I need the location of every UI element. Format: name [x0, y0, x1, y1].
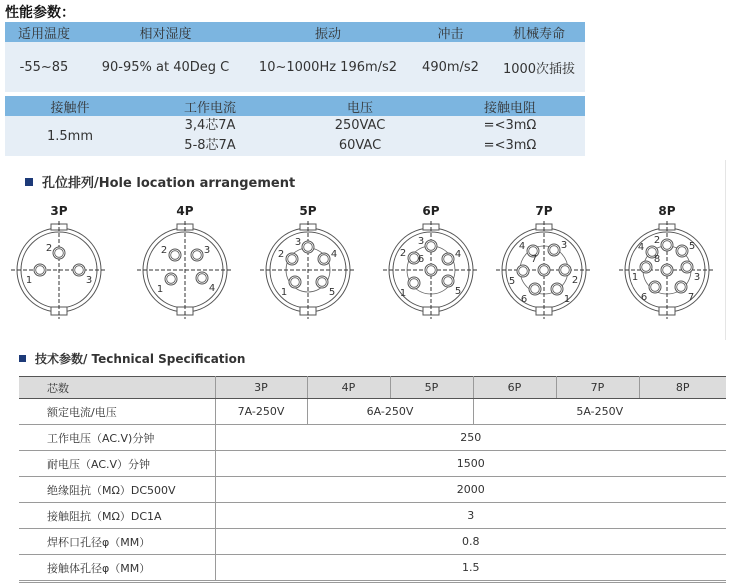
- performance-title: 性能参数：: [5, 5, 75, 21]
- square-bullet-icon: [19, 355, 26, 362]
- square-bullet-icon: [25, 178, 33, 186]
- value-vibration: 10~1000Hz 196m/s2: [258, 59, 398, 75]
- value-voltage: 250VAC 60VAC: [334, 118, 386, 153]
- header-contact: 接触件: [50, 100, 90, 116]
- svg-text:3: 3: [203, 245, 211, 256]
- connector-label: 7P: [535, 204, 553, 218]
- svg-text:3: 3: [294, 237, 302, 248]
- connector-pinout-icon: [9, 220, 109, 320]
- svg-text:3: 3: [560, 240, 568, 251]
- connector-pinout-icon: [135, 220, 235, 320]
- svg-text:8: 8: [653, 254, 661, 265]
- svg-text:2: 2: [277, 249, 285, 260]
- value-contact-resistance: =<3mΩ =<3mΩ: [483, 118, 537, 153]
- svg-text:4: 4: [330, 249, 338, 260]
- svg-text:4: 4: [637, 242, 645, 253]
- svg-text:5: 5: [508, 276, 516, 287]
- connector-diagram-3p: [9, 204, 109, 320]
- connector-pinout-icon: [494, 220, 594, 320]
- performance-header-row-1: [5, 22, 585, 42]
- header-humidity: 相对湿度: [139, 26, 192, 42]
- value-contact: 1.5mm: [46, 128, 93, 144]
- connector-pinout-icon: [617, 220, 717, 320]
- header-temperature: 适用温度: [17, 26, 70, 42]
- connector-label: 8P: [658, 204, 676, 218]
- value-temperature: -55~85: [19, 59, 69, 75]
- connector-label: 6P: [422, 204, 440, 218]
- performance-values-row-2: [5, 116, 585, 156]
- svg-text:7: 7: [687, 292, 695, 303]
- header-working-current: 工作电流: [183, 100, 236, 116]
- row-label: 焊杯口孔径φ（MM）: [19, 529, 215, 555]
- connector-diagram-8p: [617, 204, 717, 320]
- header-vibration: 振动: [314, 26, 341, 42]
- header-core-count: 芯数: [19, 377, 215, 399]
- performance-values-row-1: [5, 42, 585, 92]
- table-row: [19, 451, 726, 477]
- svg-text:6: 6: [520, 294, 528, 305]
- value-humidity: 90-95% at 40Deg C: [101, 59, 230, 75]
- table-row: [19, 555, 726, 582]
- col-3p: 3P: [215, 377, 307, 399]
- svg-text:2: 2: [571, 275, 579, 286]
- tech-header-row: [19, 377, 726, 399]
- col-7p: 7P: [556, 377, 639, 399]
- svg-text:6: 6: [640, 292, 648, 303]
- row-value: 1.5: [215, 555, 726, 582]
- svg-text:5: 5: [688, 241, 696, 252]
- row-label: 接触体孔径φ（MM）: [19, 555, 215, 582]
- svg-text:6: 6: [417, 254, 425, 265]
- row-label: 绝缘阻抗（MΩ）DC500V: [19, 477, 215, 503]
- table-row: [19, 477, 726, 503]
- col-8p: 8P: [639, 377, 726, 399]
- svg-text:7: 7: [530, 254, 538, 265]
- svg-text:2: 2: [160, 245, 168, 256]
- col-6p: 6P: [473, 377, 556, 399]
- svg-text:2: 2: [45, 243, 53, 254]
- svg-text:1: 1: [631, 272, 639, 283]
- header-voltage: 电压: [346, 100, 373, 116]
- performance-table: [5, 22, 585, 156]
- svg-text:1: 1: [399, 288, 407, 299]
- row-value: 250: [215, 425, 726, 451]
- svg-text:3: 3: [693, 272, 701, 283]
- table-row: [19, 503, 726, 529]
- connector-label: 3P: [50, 204, 68, 218]
- tech-spec-table: [19, 376, 726, 583]
- rated-3p: 7A-250V: [215, 399, 307, 425]
- value-shock: 490m/s2: [422, 59, 479, 75]
- connector-diagram-4p: [135, 204, 235, 320]
- header-contact-resistance: 接触电阻: [483, 100, 536, 116]
- svg-text:3: 3: [417, 236, 425, 247]
- performance-header-row-2: [5, 96, 585, 116]
- hole-section-title: 孔位排列/Hole location arrangement: [25, 172, 295, 191]
- value-working-current: 3,4芯7A 5-8芯7A: [184, 118, 236, 153]
- rated-6p-8p: 5A-250V: [473, 399, 726, 425]
- hole-diagrams: [0, 200, 737, 330]
- connector-diagram-5p: [258, 204, 358, 320]
- row-value: 3: [215, 503, 726, 529]
- svg-text:3: 3: [85, 275, 93, 286]
- svg-text:1: 1: [156, 284, 164, 295]
- row-value: 1500: [215, 451, 726, 477]
- header-shock: 冲击: [437, 26, 464, 42]
- connector-diagram-7p: [494, 204, 594, 320]
- row-label: 额定电流/电压: [19, 399, 215, 425]
- table-row: [19, 425, 726, 451]
- connector-diagram-6p: [381, 204, 481, 320]
- value-mechanical-life: 1000次插拔: [502, 61, 576, 77]
- header-mechanical-life: 机械寿命: [512, 26, 565, 42]
- connector-label: 4P: [176, 204, 194, 218]
- rated-4p-5p: 6A-250V: [307, 399, 473, 425]
- svg-text:5: 5: [328, 287, 336, 298]
- svg-text:1: 1: [563, 294, 571, 305]
- row-label: 接触阻抗（MΩ）DC1A: [19, 503, 215, 529]
- col-5p: 5P: [390, 377, 473, 399]
- svg-text:5: 5: [454, 286, 462, 297]
- row-label: 耐电压（AC.V）分钟: [19, 451, 215, 477]
- svg-text:2: 2: [653, 235, 661, 246]
- row-label: 工作电压（AC.V)分钟: [19, 425, 215, 451]
- tech-section-title: 技术参数/ Technical Specification: [19, 350, 245, 367]
- col-4p: 4P: [307, 377, 390, 399]
- connector-pinout-icon: [381, 220, 481, 320]
- svg-text:4: 4: [454, 249, 462, 260]
- connector-pinout-icon: [258, 220, 358, 320]
- table-row: [19, 529, 726, 555]
- table-row: [19, 399, 726, 425]
- svg-text:1: 1: [25, 275, 33, 286]
- svg-text:4: 4: [518, 241, 526, 252]
- svg-text:2: 2: [399, 248, 407, 259]
- row-value: 0.8: [215, 529, 726, 555]
- row-value: 2000: [215, 477, 726, 503]
- connector-label: 5P: [299, 204, 317, 218]
- svg-text:4: 4: [208, 283, 216, 294]
- svg-text:1: 1: [280, 287, 288, 298]
